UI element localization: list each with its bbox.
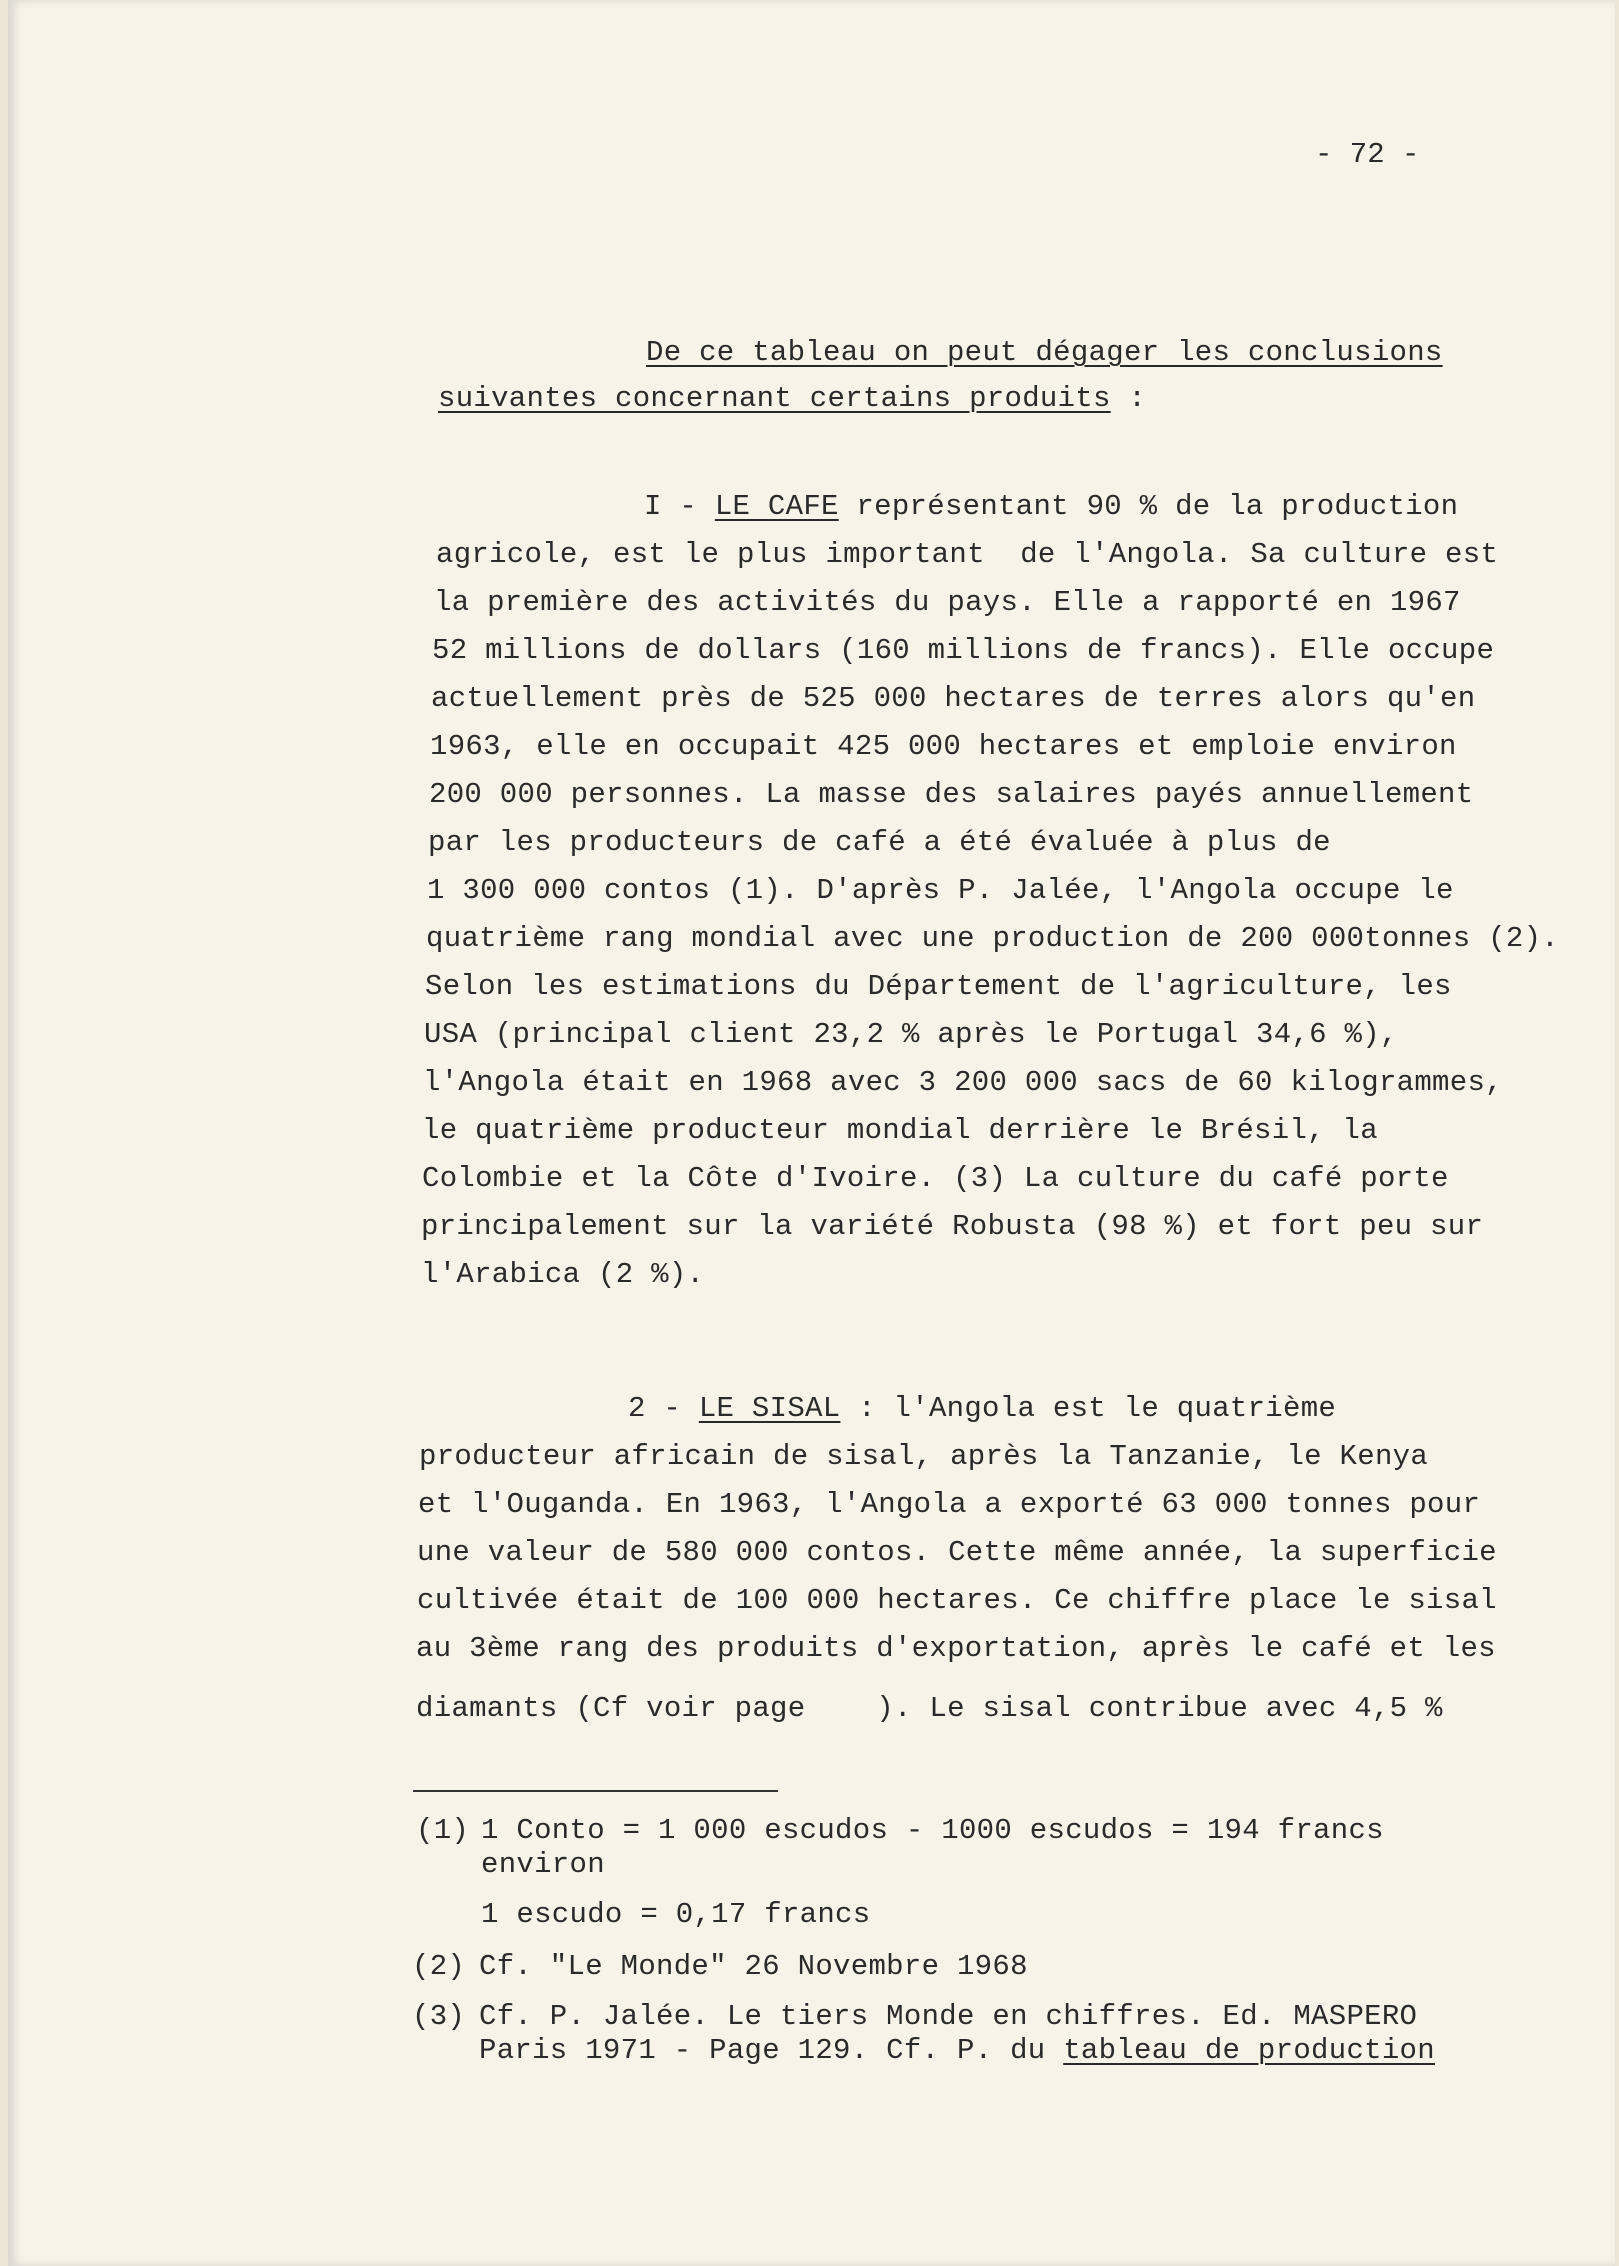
footnote-1-text: environ	[481, 1848, 605, 1881]
footnote-2-marker: (2)	[412, 1950, 466, 1983]
section-sisal-line: producteur africain de sisal, après la Tanzanie, le Kenya	[419, 1440, 1429, 1473]
footnote-separator	[413, 1790, 778, 1792]
footnote-1-marker: (1)	[416, 1814, 470, 1847]
footnote-1-text: 1 escudo = 0,17 francs	[481, 1898, 871, 1931]
section-cafe-line: 1 300 000 contos (1). D'après P. Jalée, l'Angola occupe le	[427, 874, 1454, 907]
section-cafe-line: 52 millions de dollars (160 millions de francs). Elle occupe	[432, 634, 1495, 667]
section-sisal-heading: LE SISAL	[698, 1392, 841, 1425]
footnote-3-marker: (3)	[412, 2000, 466, 2033]
section-cafe-line: actuellement près de 525 000 hectares de terres alors qu'en	[431, 682, 1476, 715]
section-cafe-line: 1963, elle en occupait 425 000 hectares et emploie environ	[430, 730, 1457, 763]
section-cafe-line: l'Angola était en 1968 avec 3 200 000 sacs de 60 kilogrammes,	[423, 1066, 1503, 1099]
section-sisal-line: au 3ème rang des produits d'exportation, après le café et les	[416, 1632, 1496, 1665]
intro-line-2	[438, 382, 1146, 416]
intro-line-2-end: :	[1110, 382, 1147, 415]
section-sisal-heading-line	[628, 1392, 1336, 1426]
section-sisal-line: diamants (Cf voir page ). Le sisal contribue avec 4,5 %	[416, 1692, 1443, 1725]
section-cafe-number: I -	[644, 490, 715, 523]
section-cafe-line: Selon les estimations du Département de l'agriculture, les	[425, 970, 1452, 1003]
section-cafe-heading: LE CAFE	[714, 490, 839, 523]
section-sisal-line: cultivée était de 100 000 hectares. Ce chiffre place le sisal	[417, 1584, 1497, 1617]
footnote-3-underlined: tableau de production	[1063, 2034, 1435, 2067]
section-cafe-line: Colombie et la Côte d'Ivoire. (3) La culture du café porte	[422, 1162, 1449, 1195]
footnote-3-text: Cf. P. Jalée. Le tiers Monde en chiffres. Ed. MASPERO	[479, 2000, 1418, 2033]
section-cafe-line: par les producteurs de café a été évaluée à plus de	[428, 826, 1331, 859]
section-cafe-line: USA (principal client 23,2 % après le Portugal 34,6 %),	[424, 1018, 1398, 1051]
section-sisal-number: 2 -	[628, 1392, 699, 1425]
footnote-1-text: 1 Conto = 1 000 escudos - 1000 escudos = 194 francs	[481, 1814, 1384, 1847]
intro-line-1: De ce tableau on peut dégager les conclusions	[646, 336, 1443, 369]
footnote-2-text: Cf. "Le Monde" 26 Novembre 1968	[479, 1950, 1028, 1983]
section-cafe-line: le quatrième producteur mondial derrière le Brésil, la	[422, 1114, 1378, 1147]
section-sisal-first-line: : l'Angola est le quatrième	[840, 1392, 1337, 1425]
section-cafe-line: quatrième rang mondial avec une production de 200 000tonnes (2).	[426, 922, 1559, 955]
document-page	[8, 0, 1615, 2266]
section-sisal-line: et l'Ouganda. En 1963, l'Angola a exporté 63 000 tonnes pour	[418, 1488, 1481, 1521]
section-cafe-heading-line	[644, 490, 1458, 524]
section-sisal-line: une valeur de 580 000 contos. Cette même année, la superficie	[417, 1536, 1497, 1569]
page-number: - 72 -	[1315, 138, 1420, 171]
intro-line-2-underlined: suivantes concernant certains produits	[438, 382, 1111, 415]
section-cafe-line: 200 000 personnes. La masse des salaires payés annuellement	[429, 778, 1474, 811]
section-cafe-line: agricole, est le plus important de l'Angola. Sa culture est	[436, 538, 1499, 571]
section-cafe-line: l'Arabica (2 %).	[421, 1258, 705, 1291]
section-cafe-first-line: représentant 90 % de la production	[838, 490, 1459, 523]
section-cafe-line: la première des activités du pays. Elle a rapporté en 1967	[434, 586, 1461, 619]
footnote-3-text	[479, 2034, 1435, 2068]
footnote-3-text-start: Paris 1971 - Page 129. Cf. P. du	[479, 2034, 1064, 2067]
section-cafe-line: principalement sur la variété Robusta (98 %) et fort peu sur	[421, 1210, 1484, 1243]
